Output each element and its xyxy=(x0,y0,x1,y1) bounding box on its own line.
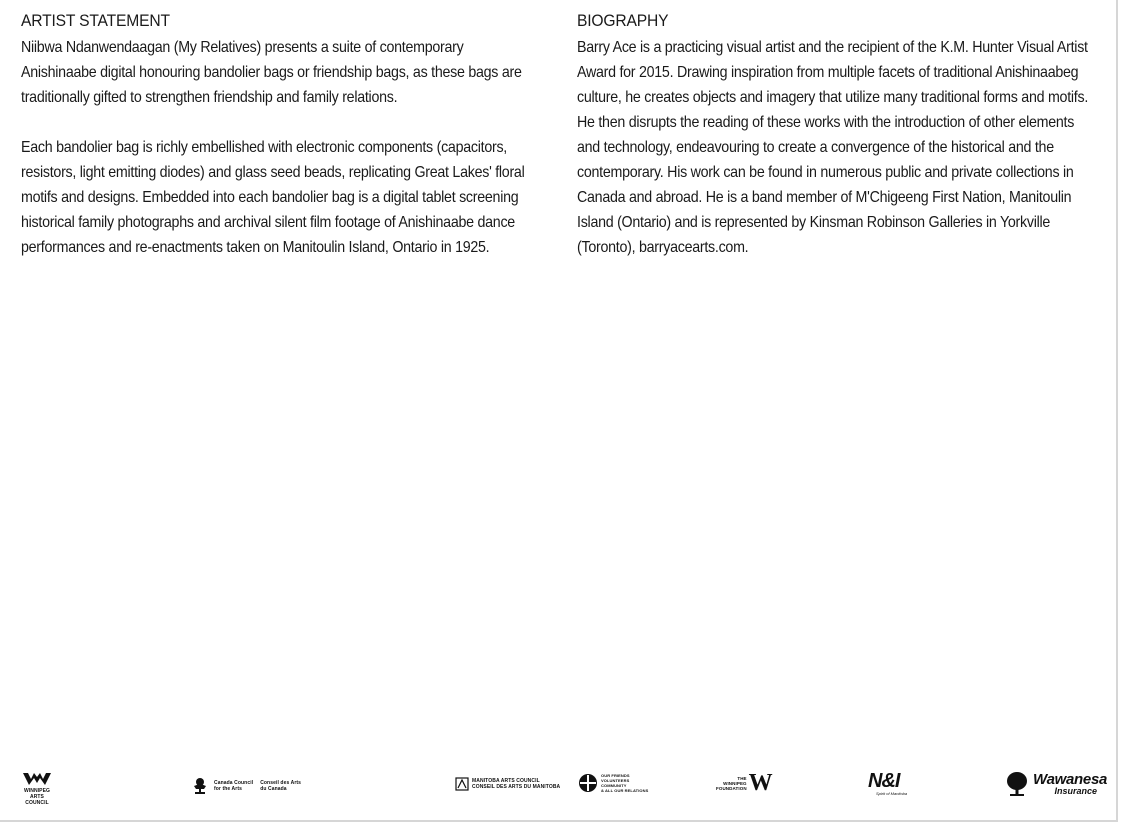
biography-heading: BIOGRAPHY xyxy=(577,11,669,30)
canada-council-en-line2: for the Arts xyxy=(214,786,242,792)
canada-council-fr-line1: Conseil des Arts xyxy=(260,780,302,786)
winnipeg-foundation-w-mark: W xyxy=(748,770,773,796)
ngi-logo xyxy=(868,771,907,796)
wawanesa-name: Wawanesa xyxy=(1033,771,1108,788)
winnipeg-label: WINNIPEG xyxy=(23,788,51,794)
artist-statement-paragraph-1: Niibwa Ndanwendaagan (My Relatives) presents a suite of contemporary Anishinaabe digital honouring bandolier bags or friendship bags, as these bags are traditionally gifted to strengthen friendship and family relations. xyxy=(21,39,522,106)
foundation-line3: FOUNDATION xyxy=(716,785,747,791)
sponsor-logos-strip xyxy=(0,765,1118,805)
friends-line1: OUR FRIENDS xyxy=(601,773,630,778)
foundation-line2: WINNIPEG xyxy=(723,780,747,786)
artist-statement-heading: ARTIST STATEMENT xyxy=(21,11,170,30)
biography-section xyxy=(577,10,1097,260)
canada-council-fr-line2: du Canada xyxy=(260,786,287,792)
friends-line4: & ALL OUR RELATIONS xyxy=(601,788,649,793)
wawanesa-logo xyxy=(1006,771,1107,797)
manitoba-arts-council-line2: CONSEIL DES ARTS DU MANITOBA xyxy=(472,784,561,790)
wawanesa-subtitle: Insurance xyxy=(1054,786,1098,796)
arts-council-label: ARTS COUNCIL xyxy=(25,794,49,806)
artist-statement-section xyxy=(21,10,541,260)
manitoba-arts-council-logo xyxy=(455,777,560,791)
manitoba-arts-council-line1: MANITOBA ARTS COUNCIL xyxy=(472,778,540,784)
canada-council-logo xyxy=(192,777,301,795)
canada-council-en-line1: Canada Council xyxy=(214,780,254,786)
friends-line3: COMMUNITY xyxy=(601,783,627,788)
medicine-wheel-icon xyxy=(578,773,598,793)
winnipeg-foundation-logo xyxy=(716,771,773,795)
manitoba-arts-council-icon xyxy=(455,777,469,791)
biography-paragraph: Barry Ace is a practicing visual artist and the recipient of the K.M. Hunter Visual Artist Award for 2015. Drawing inspiration from multiple facets of traditional Anishinaabeg culture, he creates objects and imagery that utilize many traditional forms and motifs. He then disrupts the reading of these works with the introduction of other elements and technology, endeavouring to create a convergence of the historical and the contemporary. His work can be found in numerous public and private collections in Canada and abroad. He is a band member of M'Chigeeng First Nation, Manitoulin Island (Ontario) and is represented by Kinsman Robinson Galleries in Yorkville (Toronto), barryacearts.com. xyxy=(577,39,1089,256)
canada-council-icon xyxy=(192,777,208,795)
winnipeg-arts-council-logo xyxy=(21,771,53,806)
ngi-subtitle: Spirit of Manitoba xyxy=(876,791,908,796)
winnipeg-arts-council-icon xyxy=(23,771,51,787)
friends-line2: VOLUNTEERS xyxy=(601,778,630,783)
artist-statement-paragraph-2: Each bandolier bag is richly embellished with electronic components (capacitors, resistors, light emitting diodes) and glass seed beads, replicating Great Lakes' floral motifs and designs. Embedded into each bandolier bag is a digital tablet screening historical family photographs and archival silent film footage of Anishinaabe dance performances and re-enactments taken on Manitoulin Island, Ontario in 1925. xyxy=(21,139,525,256)
friends-volunteers-logo xyxy=(578,773,648,793)
ngi-mark: N&I xyxy=(868,770,900,792)
foundation-line1: THE xyxy=(737,775,747,781)
wawanesa-tree-icon xyxy=(1006,771,1028,797)
